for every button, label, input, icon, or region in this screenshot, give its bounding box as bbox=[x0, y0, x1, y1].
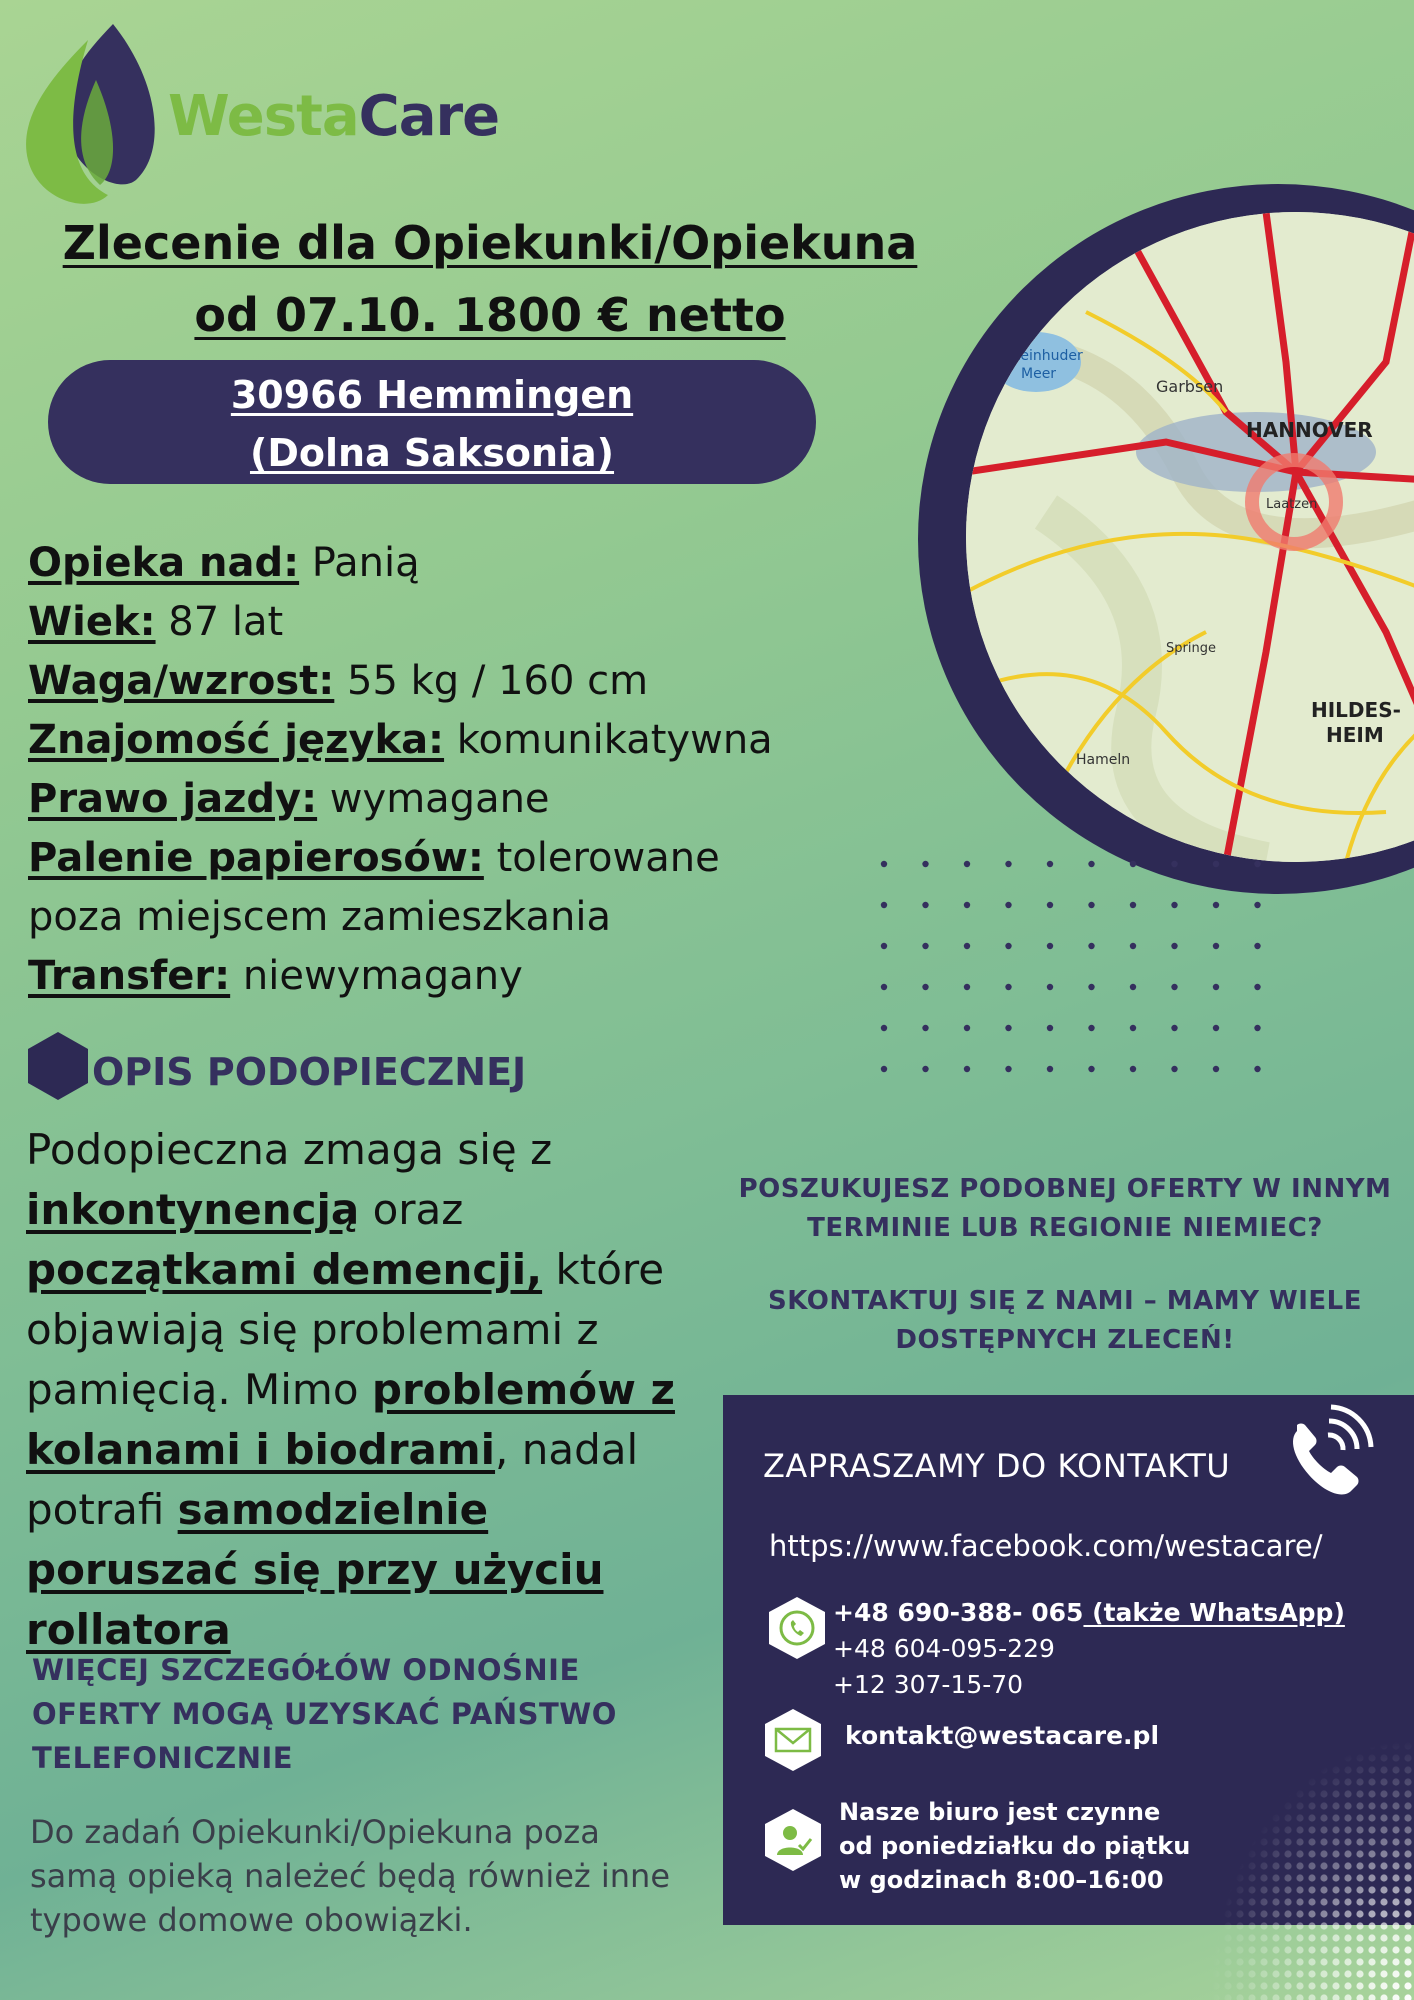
phone1[interactable]: +48 690-388- 065 bbox=[833, 1598, 1084, 1627]
decorative-dot-grid bbox=[880, 860, 1280, 1090]
office-hours-person-icon bbox=[763, 1807, 823, 1873]
more-info-note: WIĘCEJ SZCZEGÓŁÓW ODNOŚNIE OFERTY MOGĄ UZYSKAĆ PAŃSTWO TELEFONICZNIE bbox=[32, 1653, 617, 1775]
detail-label: Waga/wzrost: bbox=[28, 658, 335, 704]
email-envelope-icon bbox=[763, 1707, 823, 1773]
duties-note: Do zadań Opiekunki/Opiekuna poza samą opieką należeć będą również inne typowe domowe obowiązki. bbox=[30, 1813, 670, 1939]
map-label-meer: Meer bbox=[1021, 366, 1057, 382]
detail-value: komunikatywna bbox=[444, 717, 773, 763]
whatsapp-note: (także WhatsApp) bbox=[1083, 1598, 1345, 1627]
office-hours: Nasze biuro jest czynne od poniedziałku do piątku w godzinach 8:00–16:00 bbox=[839, 1798, 1191, 1894]
region-map-image bbox=[966, 212, 1414, 862]
detail-label: Opieka nad: bbox=[28, 540, 300, 586]
detail-label: Wiek: bbox=[28, 599, 156, 645]
detail-row bbox=[28, 770, 788, 829]
detail-row bbox=[28, 947, 788, 1006]
detail-row bbox=[28, 593, 788, 652]
detail-row bbox=[28, 829, 788, 888]
map-frame bbox=[918, 184, 1414, 894]
desc-text: Podopieczna zmaga się z bbox=[26, 1125, 553, 1174]
desc-highlight: inkontynencją bbox=[26, 1185, 360, 1234]
location-badge bbox=[48, 360, 816, 484]
desc-highlight: problemów z kolanami i biodrami bbox=[26, 1365, 675, 1474]
desc-text: które objawiają się problemami z pamięcią. Mimo bbox=[26, 1245, 665, 1414]
detail-label: Transfer: bbox=[28, 953, 231, 999]
detail-label: Prawo jazdy: bbox=[28, 776, 318, 822]
detail-row bbox=[28, 534, 788, 593]
map-label-hildesheim-1: HILDES- bbox=[1311, 698, 1401, 722]
promo-question: POSZUKUJESZ PODOBNEJ OFERTY W INNYM TERMINIE LUB REGIONIE NIEMIEC? bbox=[738, 1174, 1392, 1243]
whatsapp-phone-icon bbox=[767, 1595, 827, 1661]
detail-value: Panią bbox=[299, 540, 420, 586]
contact-title: ZAPRASZAMY DO KONTAKTU bbox=[763, 1447, 1231, 1485]
location-line1: 30966 Hemmingen bbox=[230, 373, 634, 417]
detail-value: poza miejscem zamieszkania bbox=[28, 894, 611, 940]
map-label-hannover: HANNOVER bbox=[1246, 418, 1373, 442]
detail-label: Znajomość języka: bbox=[28, 717, 445, 763]
phone-secondary[interactable]: +48 604-095-229 bbox=[833, 1634, 1055, 1663]
phone-call-icon bbox=[1271, 1401, 1375, 1505]
detail-value: 55 kg / 160 cm bbox=[334, 658, 649, 704]
hexagon-bullet-icon bbox=[26, 1030, 90, 1102]
detail-row bbox=[28, 888, 788, 947]
detail-row bbox=[28, 652, 788, 711]
ward-description bbox=[26, 1120, 706, 1660]
job-details-list bbox=[28, 534, 788, 1006]
phone-tertiary[interactable]: +12 307-15-70 bbox=[833, 1670, 1024, 1699]
westacare-flame-logo-icon bbox=[18, 20, 168, 210]
facebook-link[interactable]: https://www.facebook.com/westacare/ bbox=[769, 1529, 1323, 1563]
logo-wordmark: WestaCare bbox=[168, 84, 500, 149]
phone-primary[interactable] bbox=[833, 1595, 1345, 1631]
promo-text bbox=[730, 1170, 1400, 1394]
detail-value: wymagane bbox=[317, 776, 550, 822]
map-label-hameln: Hameln bbox=[1076, 752, 1131, 768]
page-title-line2: od 07.10. 1800 € netto bbox=[194, 288, 786, 342]
map-label-steinhuder: Steinhuder bbox=[1006, 348, 1083, 364]
map-label-garbsen: Garbsen bbox=[1156, 377, 1224, 396]
section-heading-opis: OPIS PODOPIECZNEJ bbox=[92, 1050, 527, 1094]
map-label-springe: Springe bbox=[1166, 641, 1216, 656]
promo-cta: SKONTAKTUJ SIĘ Z NAMI – MAMY WIELE DOSTĘPNYCH ZLECEŃ! bbox=[768, 1286, 1362, 1355]
detail-value: niewymagany bbox=[230, 953, 523, 999]
desc-text: , nadal potrafi bbox=[26, 1425, 639, 1534]
decorative-halftone bbox=[1210, 1740, 1414, 2000]
detail-value: 87 lat bbox=[155, 599, 284, 645]
email-link[interactable]: kontakt@westacare.pl bbox=[845, 1721, 1160, 1750]
location-line2: (Dolna Saksonia) bbox=[249, 431, 615, 475]
detail-label: Palenie papierosów: bbox=[28, 835, 484, 881]
page-title-line1: Zlecenie dla Opiekunki/Opiekuna bbox=[62, 216, 918, 270]
map-label-laatzen: Laatzen bbox=[1266, 497, 1318, 512]
detail-row bbox=[28, 711, 788, 770]
phone-numbers bbox=[833, 1595, 1345, 1703]
desc-highlight: samodzielnie poruszać się przy użyciu rollatora bbox=[26, 1485, 604, 1654]
desc-highlight: początkami demencji, bbox=[26, 1245, 543, 1294]
map-label-hildesheim-2: HEIM bbox=[1326, 723, 1384, 747]
detail-value: tolerowane bbox=[483, 835, 720, 881]
desc-text: oraz bbox=[359, 1185, 464, 1234]
